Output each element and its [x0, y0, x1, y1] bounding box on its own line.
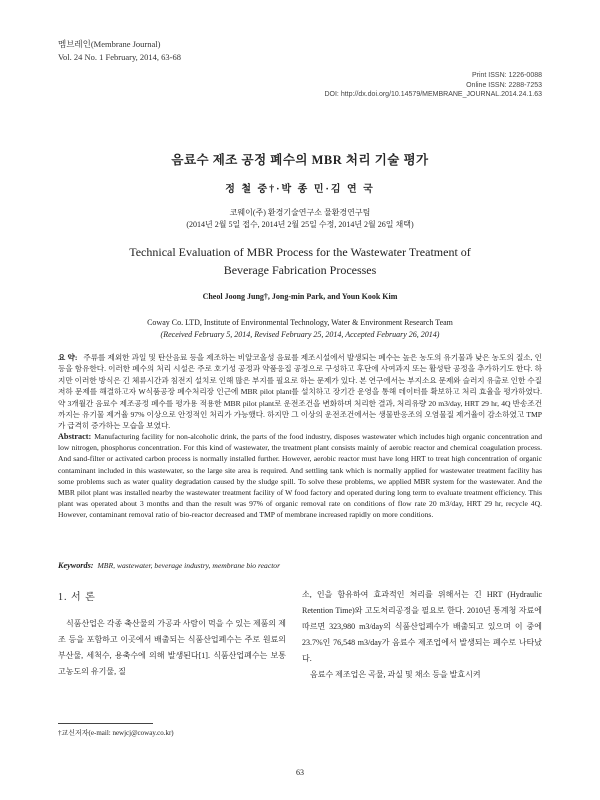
korean-abstract	[58, 352, 542, 432]
english-affiliation-block	[0, 317, 600, 341]
body-column-right	[302, 587, 542, 683]
english-title-line2: Beverage Fabrication Processes	[223, 263, 377, 277]
english-title-line1: Technical Evaluation of MBR Process for the Wastewater Treatment of	[129, 245, 471, 259]
body-paragraph-2: 음료수 제조업은 곡물, 과실 및 채소 등을 발효시켜	[310, 670, 481, 679]
english-title	[0, 243, 600, 279]
journal-name: 멤브레인(Membrane Journal)	[58, 39, 161, 49]
footnote-divider	[58, 723, 153, 724]
english-abstract-label: Abstract:	[58, 432, 92, 441]
issn-block	[324, 71, 542, 100]
page-number: 63	[296, 768, 304, 777]
doi-link[interactable]: DOI: http://dx.doi.org/10.14579/MEMBRANE_JOURNAL.2014.24.1.63	[324, 91, 542, 98]
keywords-label: Keywords:	[58, 561, 94, 570]
keywords	[58, 560, 542, 571]
korean-abstract-label: 요 약:	[58, 353, 78, 362]
korean-dates: (2014년 2월 5일 접수, 2014년 2월 25일 수정, 2014년 2월 26일 채택)	[186, 220, 414, 229]
body-column-left: 식품산업은 각종 축산물의 가공과 사람이 먹을 수 있는 제품의 제조 등을 포함하고 이곳에서 배출되는 식품산업폐수는 주로 원료의 부산물, 세척수, 용축수에 의해 발생된다[1]. 식품산업폐수는 보통 고농도의 유기물, 질	[58, 619, 286, 676]
print-issn: Print ISSN: 1226-0088	[471, 72, 542, 79]
korean-title: 음료수 제조 공정 폐수의 MBR 처리 기술 평가	[171, 153, 429, 167]
section-heading: 1. 서 론	[58, 592, 96, 603]
korean-abstract-text: 주류를 제외한 과일 및 탄산음료 등을 제조하는 비알코올성 음료를 제조시설에서 발생되는 폐수는 높은 농도의 유기물과 낮은 농도의 질소, 인 등을 함유한다. 이러한 폐수의 처리 시설은 주로 호기성 공정과 약품응집 공정으로 구성하고 후단에 사여과지 또는 활성탄 공정을 추가하기도 한다. 하지만 이러한 방식은 긴 체류시간과 침전지 설치로 인해 많은 부지를 필요로 하는 문제가 있다. 본 연구에서는 부지소요 문제와 슬러지 유출로 인한 수질저하 문제를 해결하고자 W식품공장 폐수처리장 인근에 MBR pilot plant를 설치하고 장기간 운영을 통해 데이터를 확보하고 처리 효율을 평가하였다. 약 3개월간 음료수 제조공정 폐수를 평가용 적용한 MBR pilot plant로 운전조건을 변화하며 처리한 결과, 처리유량 20 m3/day, HRT 29 hr, 4Q 반송조건까지는 유기물 제거율 97% 이상으로 안정적인 처리가 가능했다. 하지만 그 이상의 운전조건에서는 생물반응조의 오염물질 제거율이 감소하였고 TMP가 급격히 증가하는 모습을 보였다.	[58, 353, 542, 431]
english-authors: Cheol Joong Jung†, Jong-min Park, and Youn Kook Kim	[202, 292, 398, 301]
korean-affiliation-block	[0, 207, 600, 231]
english-dates: (Received February 5, 2014, Revised February 25, 2014, Accepted February 26, 2014)	[160, 330, 440, 339]
english-abstract-text: Manufacturing facility for non-alcoholic drink, the parts of the food industry, disposes wastewater which includes high organic concentration and low nitrogen, phosphorus concentration. For this kind of wastewater, the treatment plant consists mainly of aerobic reactor and chemical coagulation process. And sand-filter or activated carbon process is normally installed further. However, aerobic reactor must have long HRT to treat high concentration of organic contaminant included in this wastewater, so the large site area is required. And settling tank which is normally applied for wastewater treatment facility has some problems such as water quality degradation caused by the sludge spill. To solve these problems, we applied MBR system for the wastewater. And the MBR pilot plant was installed nearby the wastewater treatment facility of W food factory and operated during long term to evaluate treatment efficiency. This plant was operated about 3 months and than the result was 97% of organic removal rate on conditions of flow rate 20 m3/day, HRT 29 hr, recycle 4Q. However, contaminant removal ratio of bio-reactor decreased and TMP of membrane increased rapidly on more conditions.	[58, 432, 542, 520]
english-affiliation: Coway Co. LTD, Institute of Environmental Technology, Water & Environment Research Team	[147, 318, 453, 327]
korean-affiliation: 코웨이(주) 환경기술연구소 물환경연구팀	[229, 208, 371, 217]
volume-line: Vol. 24 No. 1 February, 2014, 63-68	[58, 52, 182, 62]
journal-header	[58, 38, 181, 64]
footnote: †교신저자(e-mail: newjcj@coway.co.kr)	[58, 729, 174, 737]
english-abstract	[58, 431, 542, 521]
korean-authors: 정 철 중†·박 종 민·김 연 국	[225, 184, 375, 195]
online-issn: Online ISSN: 2288-7253	[466, 81, 542, 89]
body-paragraph-1: 소, 인을 함유하여 효과적인 처리를 위해서는 긴 HRT (Hydraulic Retention Time)와 고도처리공정을 필요로 한다. 2010년 통계청 자료에 따르면 323,980 m3/day의 식품산업폐수가 배출되고 있으며 이 중에 23.7%인 76,548 m3/day가 음료수 제조업에서 발생되는 폐수로 나타났다.	[302, 590, 542, 663]
keywords-text: MBR, wastewater, beverage industry, membrane bio reactor	[97, 561, 281, 570]
